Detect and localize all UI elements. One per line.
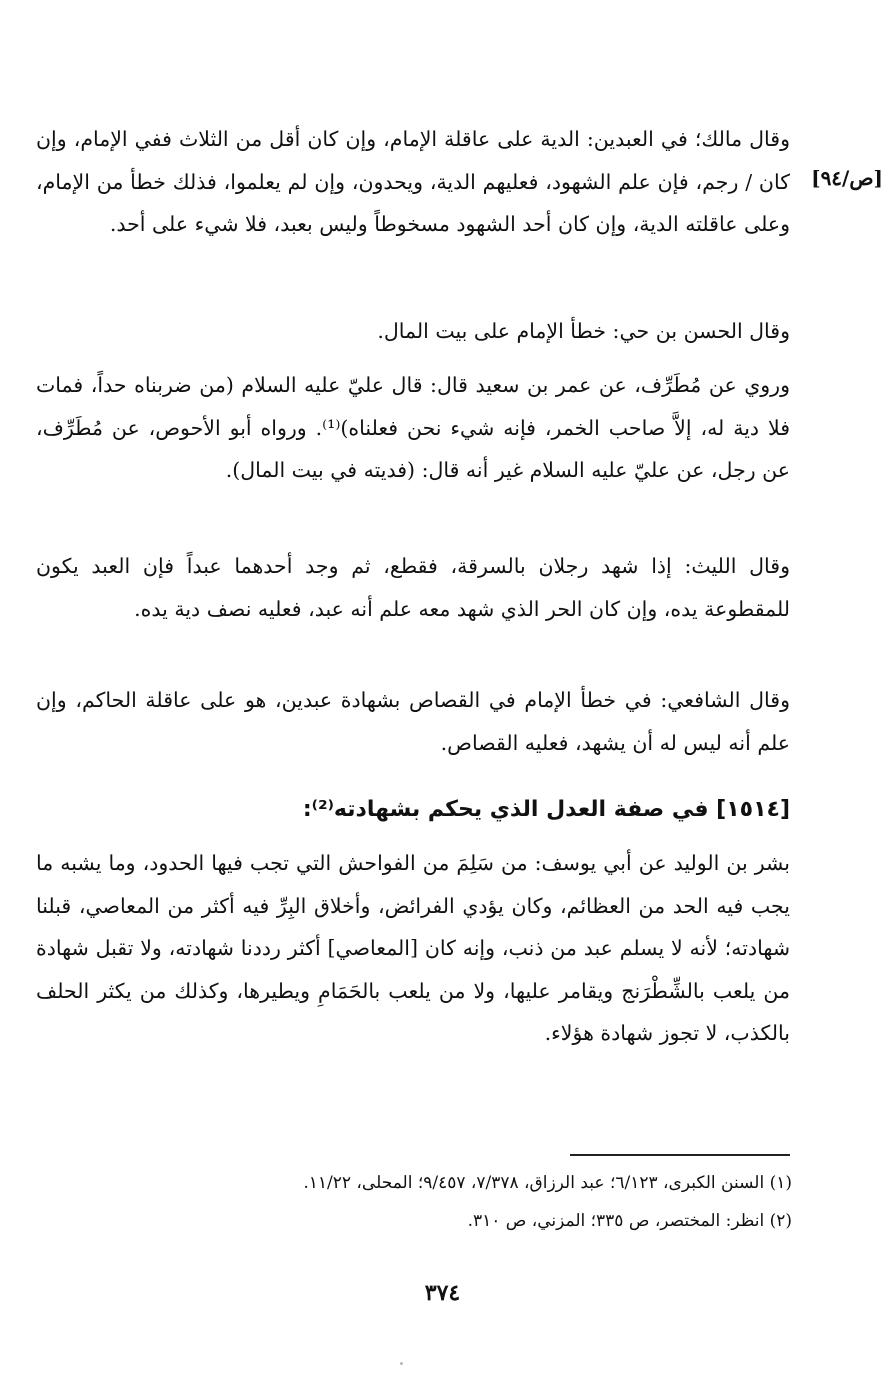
section-heading: [١٥١٤] في صفة العدل الذي يحكم بشهادته⁽²⁾: [302, 797, 790, 822]
paragraph-mutarrif: وروي عن مُطَرِّف، عن عمر بن سعيد قال: قال عليّ عليه السلام (من ضربناه حداً، فمات فلا دية له، إلاَّ صاحب الخمر، فإنه شيء نحن فعلناه)⁽¹⁾. ورواه أبو الأحوص، عن مُطَرِّف، عن رجل، عن عليّ عليه السلام غير أنه قال: (فديته في بيت المال). [36, 373, 790, 482]
page-number: ٣٧٤ [424, 1280, 461, 1306]
footnote-2: (٢) انظر: المختصر، ص ٣٣٥؛ المزني، ص ٣١٠. [467, 1211, 792, 1231]
margin-page-reference: [ص/٩٤] [811, 166, 883, 190]
paragraph-bishr: بشر بن الوليد عن أبي يوسف: من سَلِمَ من الفواحش التي تجب فيها الحدود، وما يشبه ما يجب فيه الحد من العظائم، وكان يؤدي الفرائض، وأخلاق البِرِّ فيه أكثر من المعاصي، قبلنا شهادته؛ لأنه لا يسلم عبد من ذنب، وإنه كان [المعاصي] أكثر رددنا شهادته، ولا تقبل شهادة من يلعب بالشِّطْرَنج ويقامر عليها، ولا من يلعب بالحَمَامِ ويطيرها، وكذلك من يكثر الحلف بالكذب، لا تجوز شهادة هؤلاء. [36, 851, 790, 1045]
paragraph-malik: وقال مالك؛ في العبدين: الدية على عاقلة الإمام، وإن كان أقل من الثلاث ففي الإمام، وإن كان / رجم، فإن علم الشهود، فعليهم الدية، ويحدون، وإن لم يعلموا، فذلك خطأ من الإمام، وعلى عاقلته الدية، وإن كان أحد الشهود مسخوطاً وليس بعبد، فلا شيء على أحد. [36, 127, 790, 236]
paragraph-layth: وقال الليث: إذا شهد رجلان بالسرقة، فقطع، ثم وجد أحدهما عبداً فإن العبد يكون للمقطوعة يده، وإن كان الحر الذي شهد معه علم أنه عبد، فعليه نصف دية يده. [36, 554, 790, 621]
paragraph-hasan: وقال الحسن بن حي: خطأ الإمام على بيت المال. [377, 319, 790, 343]
scan-speck [400, 1362, 403, 1365]
footnote-1: (١) السنن الكبرى، ٦/١٢٣؛ عبد الرزاق، ٧/٣٧٨، ٩/٤٥٧؛ المحلى، ١١/٢٢. [303, 1173, 792, 1193]
footnote-divider [570, 1154, 790, 1156]
paragraph-shafii: وقال الشافعي: في خطأ الإمام في القصاص بشهادة عبدين، هو على عاقلة الحاكم، وإن علم أنه ليس له أن يشهد، فعليه القصاص. [36, 688, 790, 755]
